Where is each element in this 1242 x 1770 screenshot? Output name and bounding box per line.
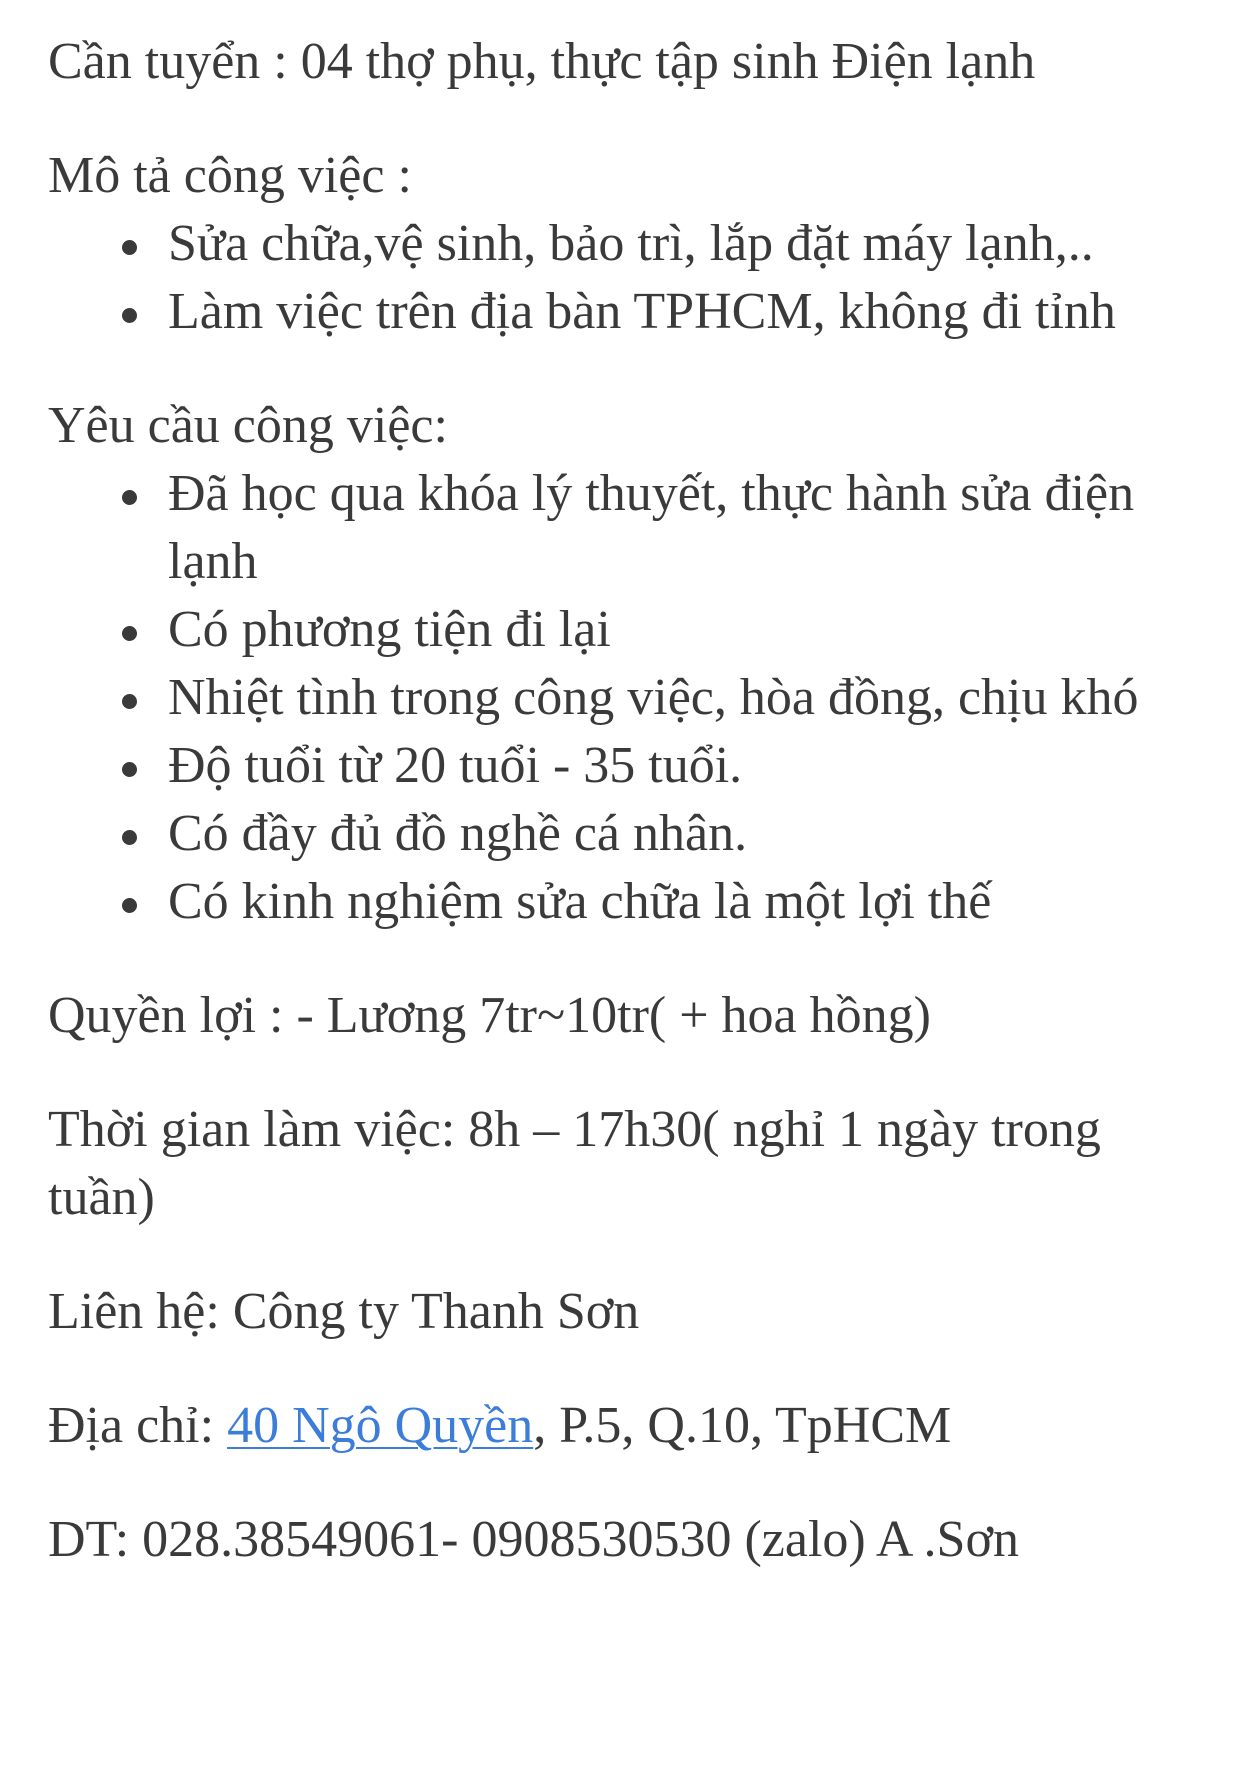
list-item: Có kinh nghiệm sửa chữa là một lợi thế [168,868,1208,936]
job-description-section [48,142,1208,346]
address-line [48,1392,1208,1460]
working-hours-line: Thời gian làm việc: 8h – 17h30( nghỉ 1 ngày trong tuần) [48,1101,1101,1226]
requirements-list [48,460,1208,936]
job-posting [48,28,1208,1574]
list-item: Có đầy đủ đồ nghề cá nhân. [168,800,1208,868]
list-item: Làm việc trên địa bàn TPHCM, không đi tỉnh [168,278,1208,346]
address-rest: , P.5, Q.10, TpHCM [533,1397,952,1454]
recruit-line: Cần tuyển : 04 thợ phụ, thực tập sinh Điện lạnh [48,33,1036,90]
list-item: Sửa chữa,vệ sinh, bảo trì, lắp đặt máy lạnh,.. [168,210,1208,278]
list-item: Nhiệt tình trong công việc, hòa đồng, chịu khó [168,664,1208,732]
list-item: Độ tuổi từ 20 tuổi - 35 tuổi. [168,732,1208,800]
job-description-heading: Mô tả công việc : [48,147,412,204]
phone-line: DT: 028.38549061- 0908530530 (zalo) A .Sơn [48,1511,1019,1568]
address-label: Địa chỉ: [48,1397,228,1454]
list-item: Có phương tiện đi lại [168,596,1208,664]
contact-line: Liên hệ: Công ty Thanh Sơn [48,1283,640,1340]
address-map-link[interactable]: 40 Ngô Quyền [227,1397,534,1454]
job-description-list [48,210,1208,346]
benefits-line: Quyền lợi : - Lương 7tr~10tr( + hoa hồng) [48,987,931,1044]
requirements-heading: Yêu cầu công việc: [48,397,448,454]
requirements-section [48,392,1208,936]
list-item: Đã học qua khóa lý thuyết, thực hành sửa điện lạnh [168,460,1208,596]
